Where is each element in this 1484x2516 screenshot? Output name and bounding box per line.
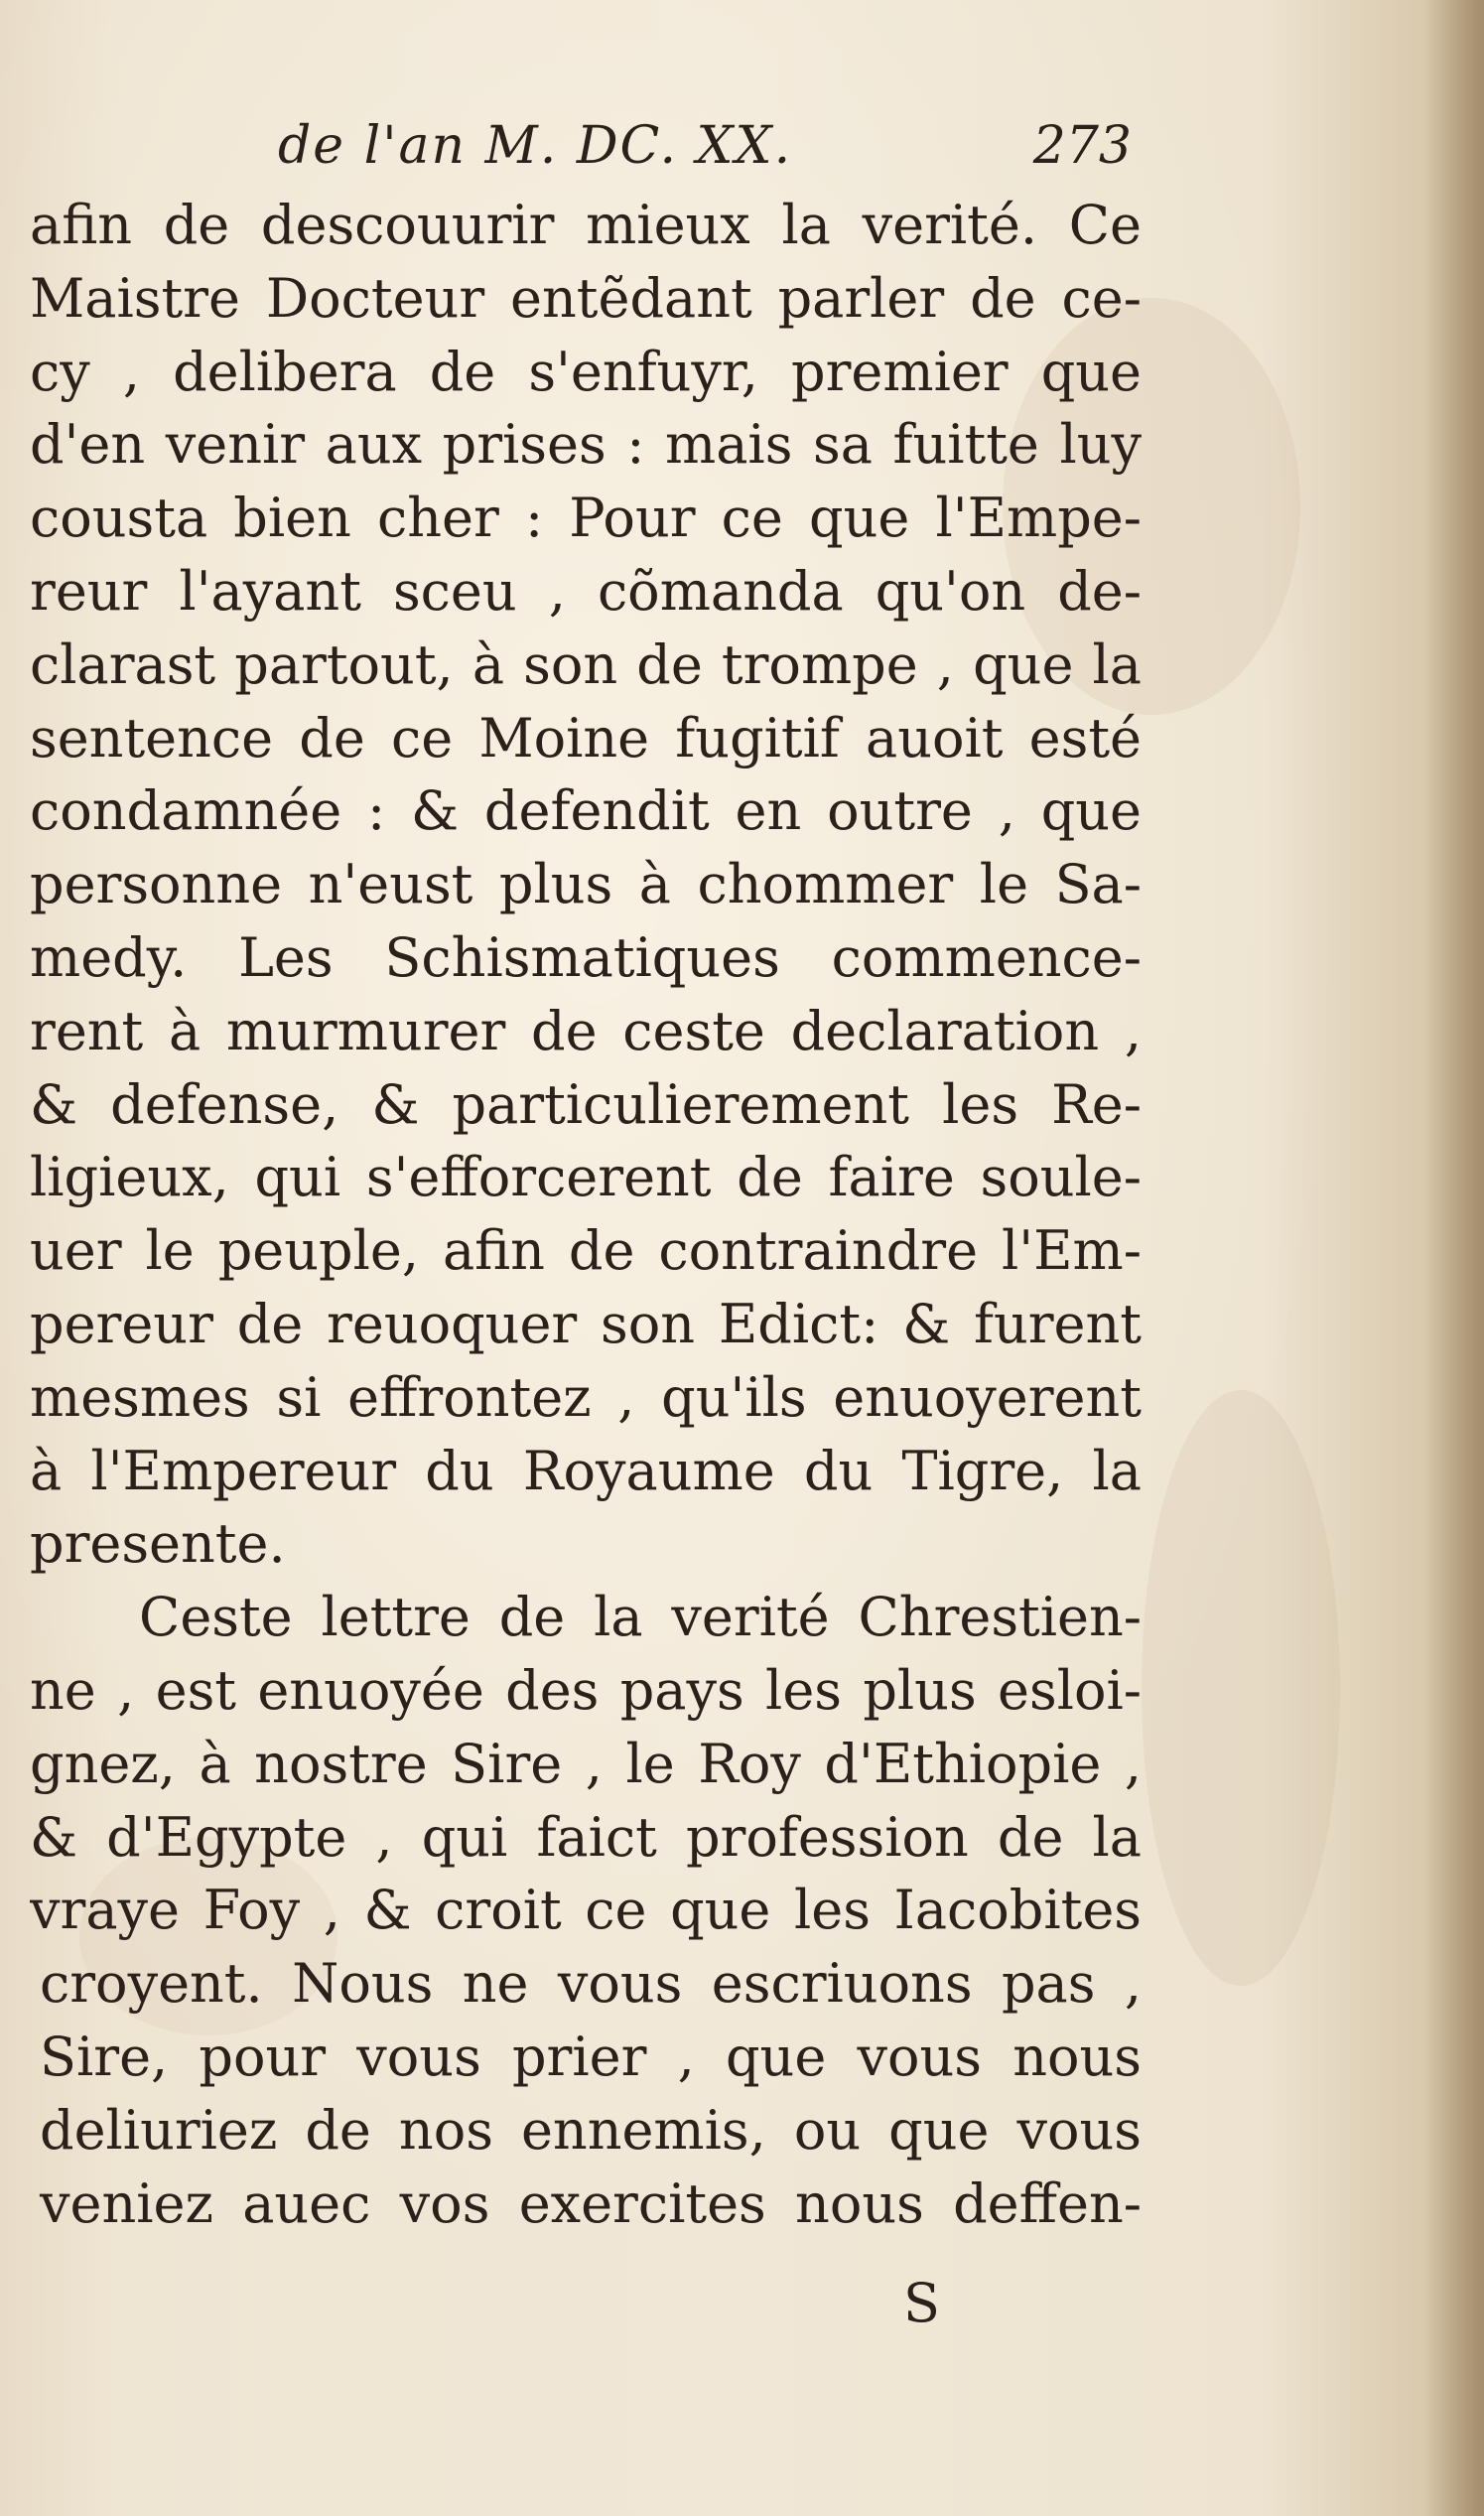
- text-line: Sire, pour vous prier , que vous nous: [40, 2025, 1142, 2088]
- text-line: deliuriez de nos ennemis, ou que vous: [40, 2098, 1142, 2162]
- text-line: gnez, à nostre Sire , le Roy d'Ethiopie ,: [30, 1732, 1142, 1795]
- page-number: 273: [1032, 116, 1132, 176]
- text-line: mesmes si effrontez , qu'ils enuoyerent: [30, 1365, 1142, 1429]
- text-line: ligieux, qui s'efforcerent de faire soule-: [30, 1146, 1142, 1209]
- text-line: condamnée : & defendit en outre , que: [30, 779, 1142, 843]
- paper-stain: [1142, 1390, 1340, 1986]
- text-line: à l'Empereur du Royaume du Tigre, la: [30, 1439, 1142, 1502]
- text-line: veniez auec vos exercites nous deffen-: [40, 2171, 1142, 2235]
- text-line: d'en venir aux prises : mais sa fuitte luy: [30, 413, 1142, 477]
- text-line: croyent. Nous ne vous escriuons pas ,: [40, 1952, 1142, 2016]
- text-line: pereur de reuoquer son Edict: & furent: [30, 1292, 1142, 1355]
- running-head: [278, 111, 1132, 181]
- text-line: rent à murmurer de ceste declaration ,: [30, 999, 1142, 1062]
- text-line: & defense, & particulierement les Re-: [30, 1072, 1142, 1136]
- text-line: cy , delibera de s'enfuyr, premier que: [30, 340, 1142, 403]
- text-line: medy. Les Schismatiques commence-: [30, 925, 1142, 989]
- text-line: ne , est enuoyée des pays les plus esloi-: [30, 1658, 1142, 1722]
- text-line: sentence de ce Moine fugitif auoit esté: [30, 706, 1142, 769]
- text-line: Maistre Docteur entẽdant parler de ce-: [30, 266, 1142, 330]
- text-line: afin de descouurir mieux la verité. Ce: [30, 194, 1142, 256]
- signature-mark: S: [903, 2272, 940, 2334]
- running-head-title: de l'an M. DC. XX.: [278, 116, 793, 176]
- text-line: reur l'ayant sceu , cõmanda qu'on de-: [30, 559, 1142, 623]
- paragraph-first-line: Ceste lettre de la verité Chrestien-: [139, 1586, 1142, 1649]
- text-line: clarast partout, à son de trompe , que la: [30, 632, 1142, 696]
- text-line: vraye Foy , & croit ce que les Iacobites: [30, 1879, 1142, 1942]
- text-line: & d'Egypte , qui faict profession de la: [30, 1805, 1142, 1869]
- text-line: cousta bien cher : Pour ce que l'Empe-: [30, 487, 1142, 550]
- text-line: presente.: [30, 1512, 286, 1576]
- body-text: [30, 189, 1142, 2240]
- page-edge-shadow: [1424, 0, 1484, 2516]
- text-line: uer le peuple, afin de contraindre l'Em-: [30, 1219, 1142, 1283]
- text-line: personne n'eust plus à chommer le Sa-: [30, 853, 1142, 916]
